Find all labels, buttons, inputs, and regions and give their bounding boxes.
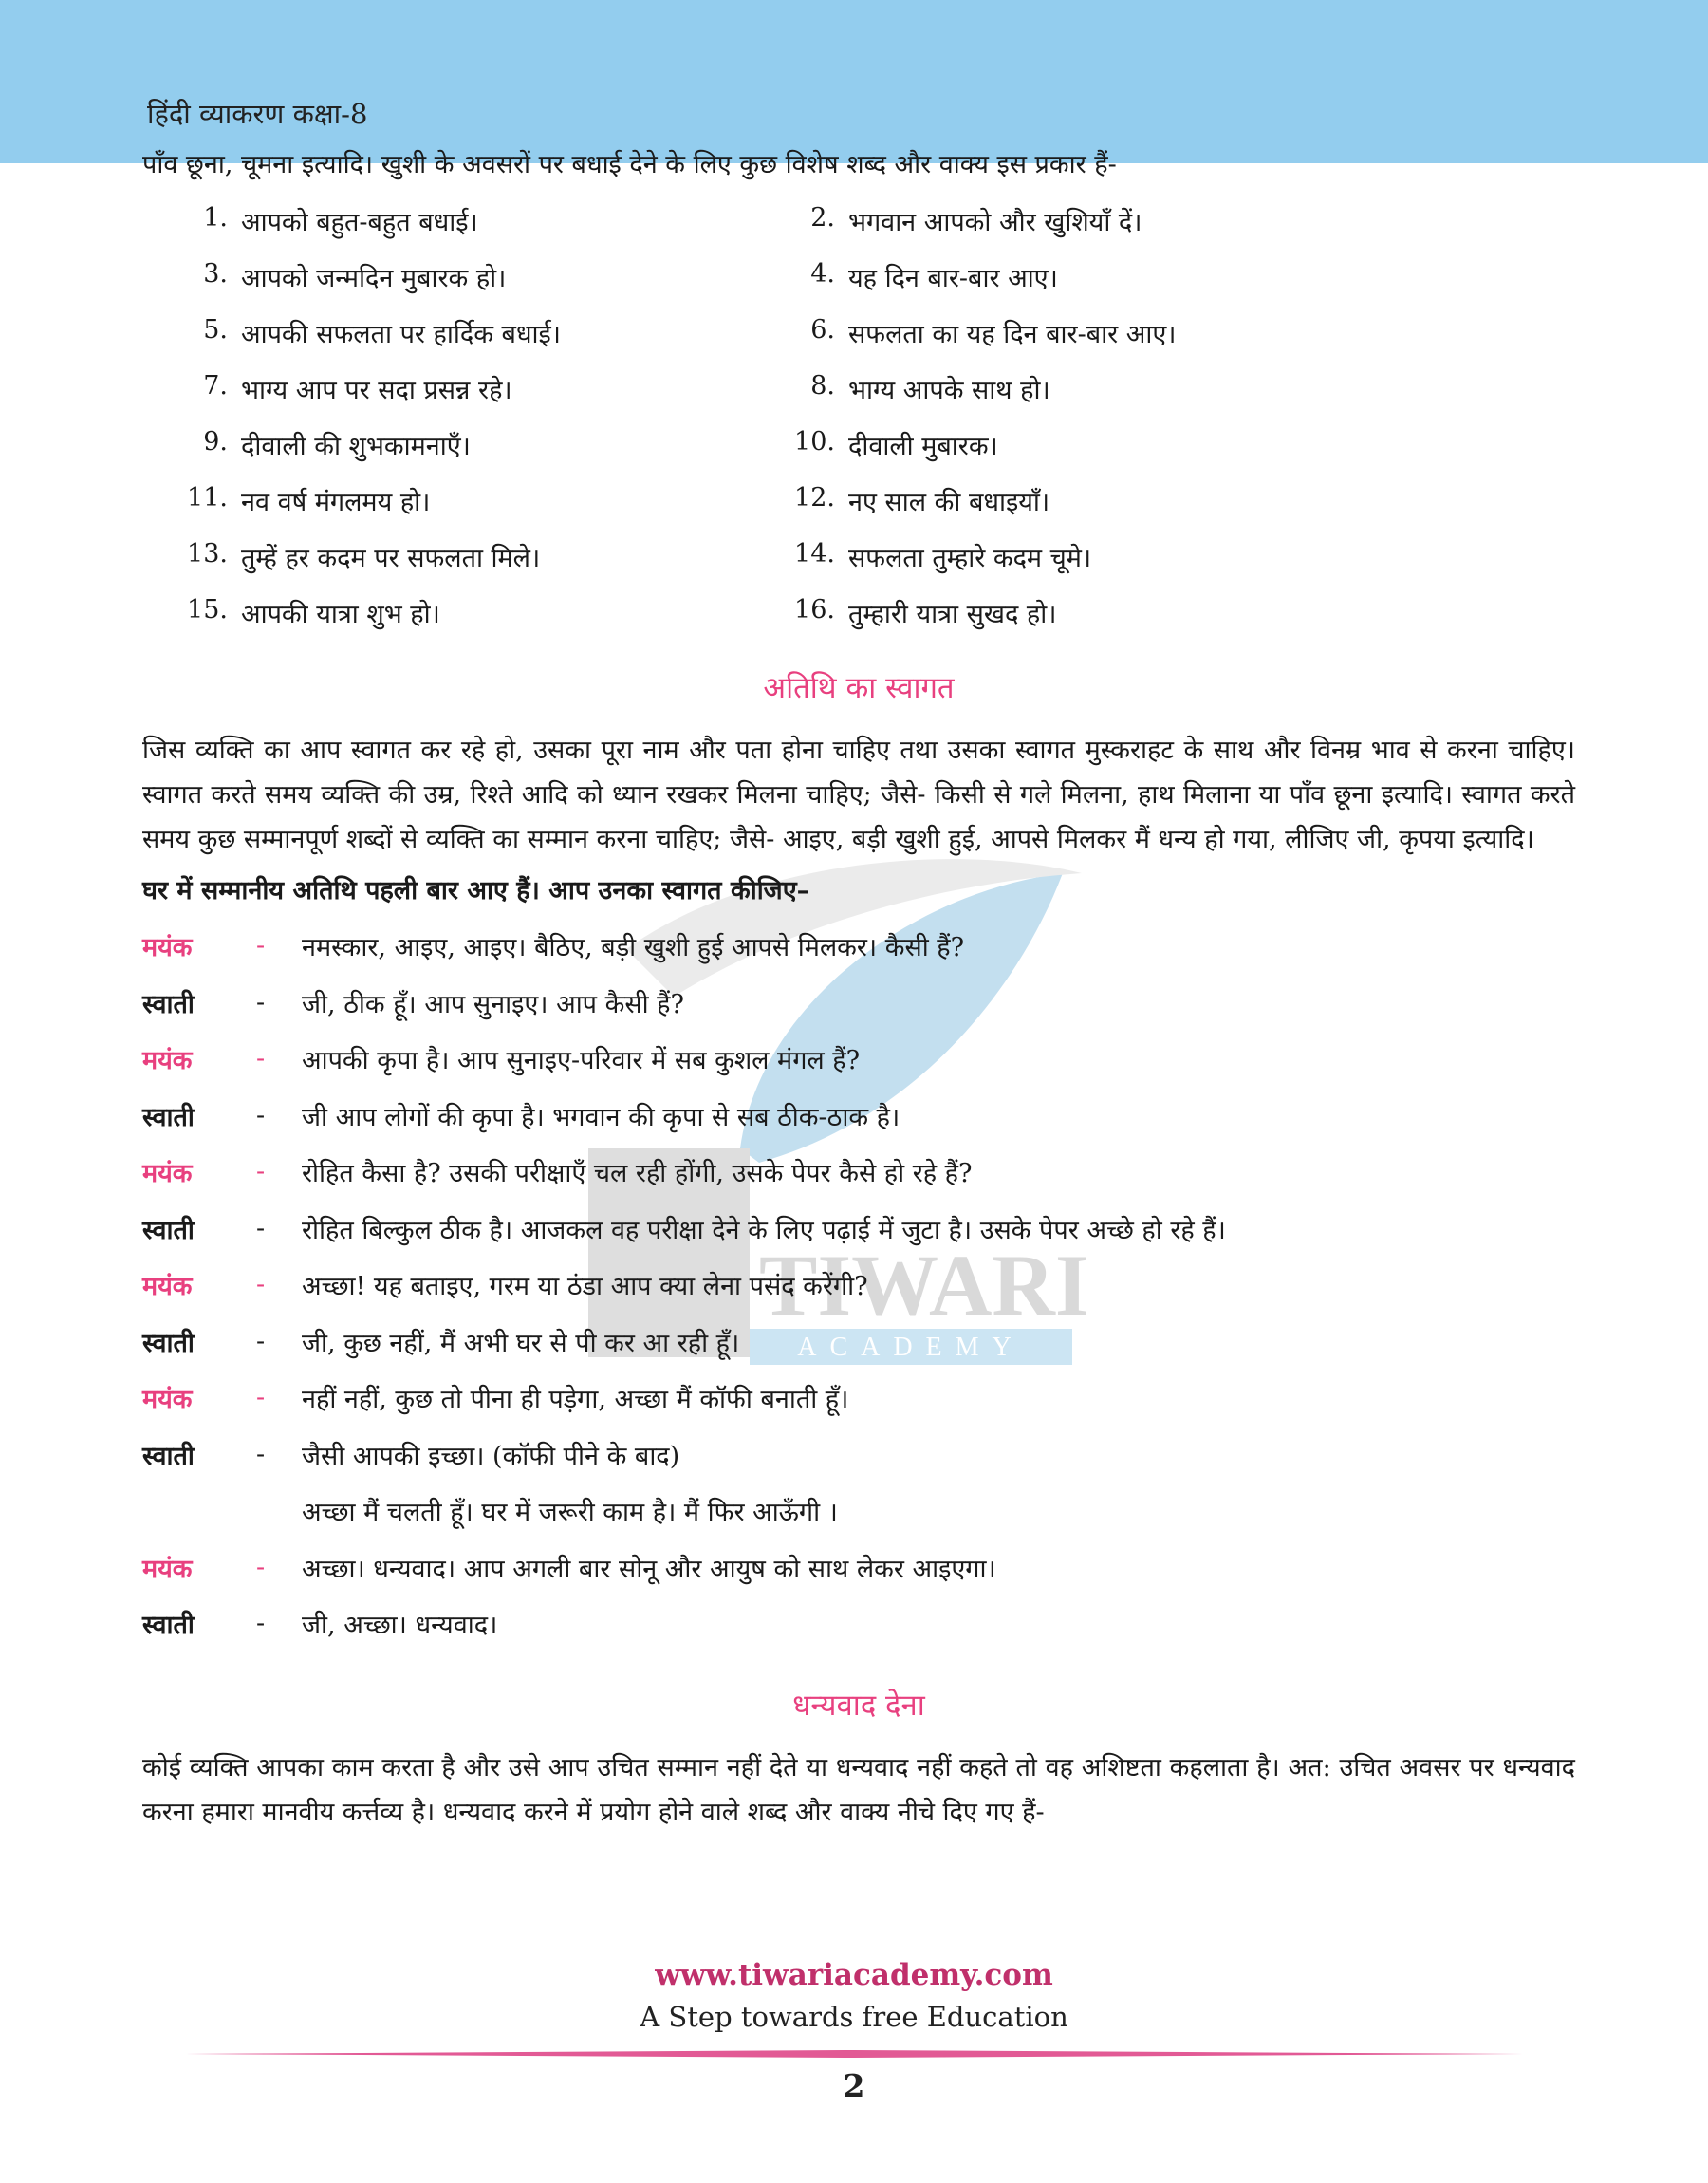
greeting-number: 1. (203, 203, 228, 233)
greeting-item (750, 539, 1357, 574)
greeting-number: 6. (810, 315, 835, 345)
dialogue-text: जी, ठीक हूँ। आप सुनाइए। आप कैसी हैं? (302, 989, 684, 1019)
greeting-item (750, 203, 1357, 238)
footer-divider (185, 2050, 1523, 2058)
dialogue-line (142, 918, 1575, 975)
dialogue-text: जी आप लोगों की कृपा है। भगवान की कृपा से सब ठीक-ठाक है। (302, 1102, 900, 1132)
dialogue-line (142, 1370, 1575, 1427)
dialogue-prompt: घर में सम्मानीय अतिथि पहली बार आए हैं। आप उनका स्वागत कीजिए– (142, 876, 810, 905)
speaker-dash: - (256, 1100, 266, 1130)
greeting-row (142, 585, 1575, 641)
speaker-dash: - (256, 1439, 266, 1469)
footer-url: www.tiwariacademy.com (655, 1958, 1053, 1992)
speaker-dash: - (256, 931, 266, 961)
greeting-text: भाग्य आप पर सदा प्रसन्न रहे। (241, 376, 512, 405)
dialogue (142, 918, 1575, 1652)
greeting-text: दीवाली की शुभकामनाएँ। (241, 432, 471, 461)
intro-paragraph: पाँव छूना, चूमना इत्यादि। खुशी के अवसरों पर बधाई देने के लिए कुछ विशेष शब्द और वाक्य इस प्रकार हैं- (142, 150, 1117, 179)
dialogue-continuation: अच्छा मैं चलती हूँ। घर में जरूरी काम है। मैं फिर आऊँगी । (302, 1498, 838, 1528)
greeting-item (750, 427, 1357, 462)
speaker-dash: - (256, 1270, 266, 1300)
dialogue-text: जी, कुछ नहीं, मैं अभी घर से पी कर आ रही हूँ। (302, 1328, 740, 1358)
watermark-sub: ACADEMY (797, 1333, 1025, 1362)
greeting-number: 16. (794, 595, 835, 625)
greeting-row (142, 361, 1575, 417)
greeting-item (750, 259, 1357, 294)
section-title-welcome: अतिथि का स्वागत (763, 671, 955, 705)
greeting-text: आपको बहुत-बहुत बधाई। (241, 208, 478, 237)
greeting-text: यह दिन बार-बार आए। (848, 264, 1058, 293)
greeting-item (142, 427, 750, 462)
speaker-dash: - (256, 1552, 266, 1582)
speaker-name: स्वाती (142, 1328, 195, 1358)
dialogue-line (142, 1427, 1575, 1483)
greeting-item (142, 539, 750, 574)
greeting-number: 5. (203, 315, 228, 345)
greeting-text: आपकी यात्रा शुभ हो। (241, 600, 440, 629)
speaker-dash: - (256, 1326, 266, 1356)
greeting-text: नए साल की बधाइयाँ। (848, 488, 1050, 517)
greeting-item (142, 371, 750, 406)
greeting-item (142, 203, 750, 238)
welcome-paragraph: जिस व्यक्ति का आप स्वागत कर रहे हो, उसका पूरा नाम और पता होना चाहिए तथा उसका स्वागत मुस्कराहट के साथ और विनम्र भाव से करना चाहिए। स्वागत करते समय व्यक्ति की उम्र, रिश्ते आदि को ध्यान रखकर मिलना चाहिए; जैसे- किसी से गले मिलना, हाथ मिलाना या पाँव छूना इत्यादि। स्वागत करते समय कुछ सम्मानपूर्ण शब्दों से व्यक्ति का सम्मान करना चाहिए; जैसे- आइए, बड़ी खुशी हुई, आपसे मिलकर मैं धन्य हो गया, लीजिए जी, कृपया इत्यादि। (142, 736, 1575, 854)
speaker-name: मयंक (142, 1272, 193, 1302)
speaker-dash: - (256, 1383, 266, 1413)
greeting-text: भगवान आपको और खुशियाँ दें। (848, 208, 1142, 237)
greeting-row (142, 249, 1575, 305)
page-content (142, 142, 1575, 1835)
greeting-item (750, 483, 1357, 518)
greeting-text: आपकी सफलता पर हार्दिक बधाई। (241, 320, 562, 349)
dialogue-text: आपकी कृपा है। आप सुनाइए-परिवार में सब कुशल मंगल हैं? (302, 1046, 861, 1076)
dialogue-line (142, 1031, 1575, 1088)
greeting-item (750, 315, 1357, 350)
dialogue-text: जी, अच्छा। धन्यवाद। (302, 1611, 498, 1641)
greeting-number: 14. (794, 539, 835, 569)
greeting-number: 2. (810, 203, 835, 233)
dialogue-text: अच्छा। धन्यवाद। आप अगली बार सोनू और आयुष को साथ लेकर आइएगा। (302, 1554, 996, 1584)
watermark-brand: TIWARI (759, 1237, 1089, 1334)
speaker-dash: - (256, 1213, 266, 1243)
greeting-row (142, 193, 1575, 249)
speaker-dash: - (256, 1609, 266, 1639)
greeting-row (142, 305, 1575, 361)
dialogue-line (142, 975, 1575, 1032)
greeting-item (142, 483, 750, 518)
page-number: 2 (843, 2067, 865, 2104)
speaker-name: मयंक (142, 1046, 193, 1076)
dialogue-line (142, 1314, 1575, 1371)
greeting-text: दीवाली मुबारक। (848, 432, 998, 461)
greeting-item (142, 315, 750, 350)
dialogue-line (142, 1201, 1575, 1258)
greeting-number: 13. (187, 539, 228, 569)
speaker-name: स्वाती (142, 1102, 195, 1132)
speaker-dash: - (256, 987, 266, 1017)
speaker-dash: - (256, 1157, 266, 1187)
speaker-name: स्वाती (142, 1441, 195, 1471)
greeting-text: भाग्य आपके साथ हो। (848, 376, 1050, 405)
greeting-text: आपको जन्मदिन मुबारक हो। (241, 264, 507, 293)
speaker-name: मयंक (142, 1385, 193, 1415)
dialogue-line (142, 1539, 1575, 1596)
greeting-number: 3. (203, 259, 228, 289)
speaker-name: स्वाती (142, 1215, 195, 1245)
greeting-item (750, 371, 1357, 406)
greeting-number: 11. (187, 483, 228, 513)
dialogue-text: रोहित कैसा है? उसकी परीक्षाएँ चल रही होंगी, उसके पेपर कैसे हो रहे हैं? (302, 1159, 973, 1189)
speaker-dash: - (256, 1044, 266, 1074)
greeting-item (142, 259, 750, 294)
dialogue-line (142, 1595, 1575, 1652)
greeting-number: 4. (810, 259, 835, 289)
greeting-item (142, 595, 750, 630)
greeting-text: तुम्हारी यात्रा सुखद हो। (848, 600, 1057, 629)
thanks-paragraph: कोई व्यक्ति आपका काम करता है और उसे आप उचित सम्मान नहीं देते या धन्यवाद नहीं कहते तो वह अशिष्टता कहलाता है। अत: उचित अवसर पर धन्यवाद करना हमारा मानवीय कर्त्तव्य है। धन्यवाद करने में प्रयोग होने वाले शब्द और वाक्य नीचे दिए गए हैं- (142, 1752, 1575, 1827)
speaker-name: स्वाती (142, 989, 195, 1019)
dialogue-text: नमस्कार, आइए, आइए। बैठिए, बड़ी खुशी हुई आपसे मिलकर। कैसी हैं? (302, 933, 965, 963)
greeting-text: सफलता का यह दिन बार-बार आए। (848, 320, 1177, 349)
greeting-item (750, 595, 1357, 630)
dialogue-text: अच्छा! यह बताइए, गरम या ठंडा आप क्या लेना पसंद करेंगी? (302, 1272, 868, 1302)
header-band (0, 0, 1708, 163)
greeting-number: 7. (203, 371, 228, 401)
dialogue-line (142, 1257, 1575, 1314)
greeting-number: 8. (810, 371, 835, 401)
greeting-number: 12. (794, 483, 835, 513)
greeting-row (142, 473, 1575, 529)
book-title: हिंदी व्याकरण कक्षा-8 (147, 98, 368, 130)
greeting-text: नव वर्ष मंगलमय हो। (241, 488, 431, 517)
section-title-thanks: धन्यवाद देना (792, 1688, 925, 1723)
speaker-name: मयंक (142, 1554, 193, 1584)
greeting-row (142, 529, 1575, 585)
speaker-name: मयंक (142, 1159, 193, 1189)
dialogue-line (142, 1088, 1575, 1145)
footer-tagline: A Step towards free Education (640, 2001, 1068, 2033)
dialogue-text: नहीं नहीं, कुछ तो पीना ही पड़ेगा, अच्छा मैं कॉफी बनाती हूँ। (302, 1385, 849, 1415)
greeting-number: 10. (794, 427, 835, 457)
greetings-list (142, 193, 1575, 641)
greeting-row (142, 417, 1575, 473)
speaker-name: मयंक (142, 933, 193, 963)
greeting-number: 9. (203, 427, 228, 457)
greeting-number: 15. (187, 595, 228, 625)
dialogue-line (142, 1144, 1575, 1201)
speaker-name: स्वाती (142, 1611, 195, 1641)
greeting-text: तुम्हें हर कदम पर सफलता मिले। (241, 544, 541, 573)
dialogue-text: जैसी आपकी इच्छा। (कॉफी पीने के बाद) (302, 1441, 680, 1471)
dialogue-text: रोहित बिल्कुल ठीक है। आजकल वह परीक्षा देने के लिए पढ़ाई में जुटा है। उसके पेपर अच्छे हो रहे हैं। (302, 1215, 1226, 1245)
greeting-text: सफलता तुम्हारे कदम चूमे। (848, 544, 1092, 573)
